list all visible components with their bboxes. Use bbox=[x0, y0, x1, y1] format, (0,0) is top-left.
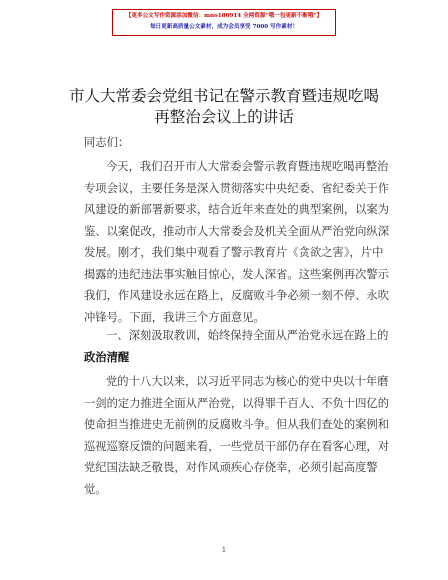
text-line: 鉴、以案促改，推动市人大常委会及机关全面从严治党向纵深 bbox=[84, 224, 390, 238]
document-title-line1: 市人大常委会党组书记在警示教育暨违规吃喝 bbox=[68, 87, 379, 105]
page-number: 1 bbox=[221, 546, 227, 554]
promo-banner-line2: 每日更新高质量公文素材，成为会员享受 7000 写作素材！ bbox=[149, 24, 299, 30]
section-heading-1 bbox=[84, 325, 389, 368]
text-line: 发展。刚才，我们集中观看了警示教育片《贪欲之害》，片中 bbox=[84, 246, 384, 259]
text-line: 专项会议，主要任务是深入贯彻落实中央纪委、省纪委关于作 bbox=[84, 181, 390, 195]
paragraph-intro bbox=[84, 156, 390, 328]
promo-banner-line1: 【更多公文写作资源添加微信：mno180914 全网资源“哦一包更新不断哦”】 bbox=[125, 13, 323, 19]
heading-line: 政治清醒 bbox=[84, 349, 130, 364]
text-line: 党纪国法缺乏敬畏，对作风顽疾心存侥幸，必须引起高度警 bbox=[84, 461, 378, 474]
heading-line: 一、深刻汲取教训，始终保持全面从严治党永远在路上的 bbox=[106, 329, 389, 342]
paragraph-section-1 bbox=[84, 371, 390, 500]
text-line: 一剑的定力推进全面从严治党，以得罪千百人、不负十四亿的 bbox=[84, 396, 390, 410]
text-line: 使命担当推进史无前例的反腐败斗争。但从我们查处的案例和 bbox=[84, 418, 390, 431]
text-line: 巡视巡察反馈的问题来看，一些党员干部仍存在看客心理，对 bbox=[84, 439, 390, 453]
text-line: 风建设的新部署新要求，结合近年来查处的典型案例，以案为 bbox=[84, 203, 390, 216]
promo-banner bbox=[112, 9, 336, 36]
text-line: 今天，我们召开市人大常委会警示教育暨违规吃喝再整治 bbox=[106, 160, 389, 173]
text-line: 揭露的违纪违法事实触目惊心，发人深省。这些案例再次警示 bbox=[84, 267, 390, 281]
salutation: 同志们： bbox=[84, 136, 130, 149]
text-line: 觉。 bbox=[84, 482, 107, 496]
text-line: 冲锋号。下面，我讲三个方面意见。 bbox=[84, 310, 265, 324]
text-line: 我们，作风建设永远在路上，反腐败斗争必须一刻不停、永吹 bbox=[84, 289, 390, 302]
document-title-line2: 再整治会议上的讲话 bbox=[154, 108, 294, 126]
text-line: 党的十八大以来，以习近平同志为核心的党中央以十年磨 bbox=[106, 375, 389, 388]
